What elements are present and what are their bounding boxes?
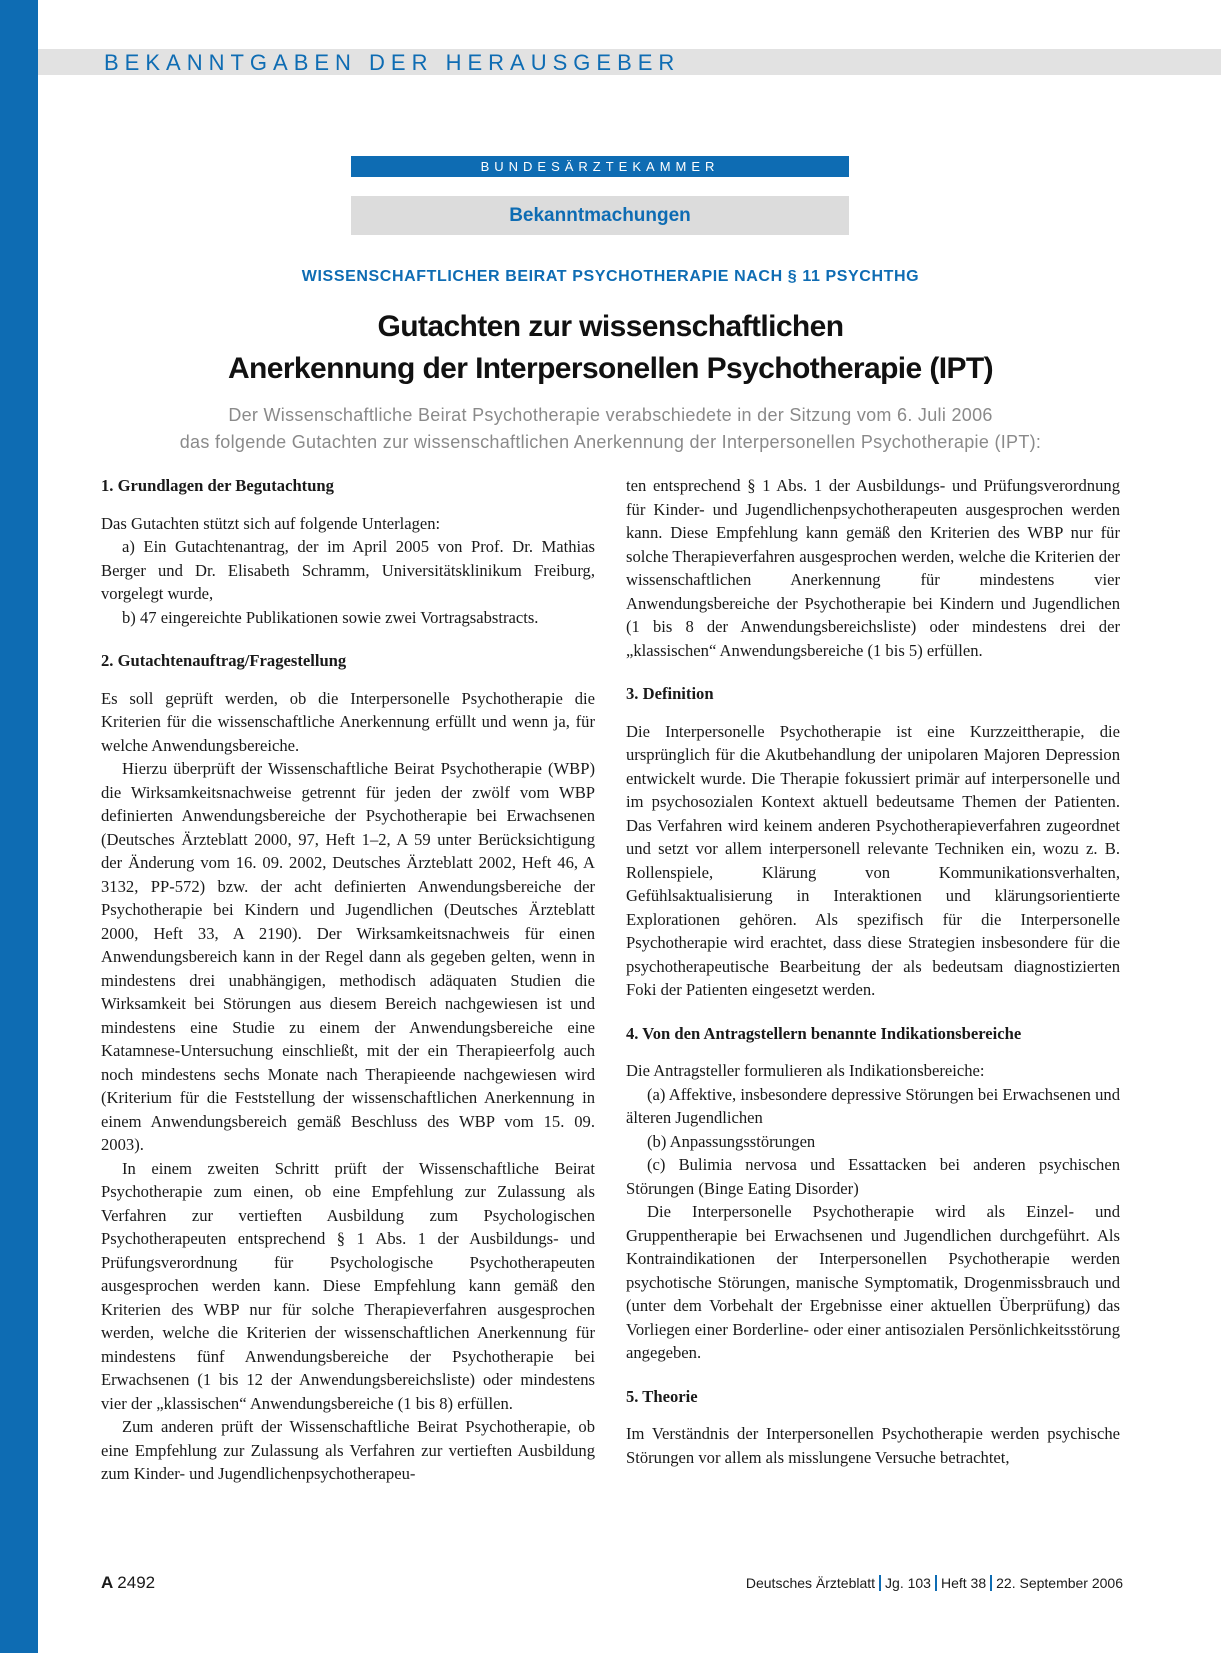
list-item: a) Ein Gutachtenantrag, der im April 2005 von Prof. Dr. Mathias Berger und Dr. Elisabeth Schramm, Universitätsklinikum Freiburg, vorgelegt wurde,	[101, 537, 595, 603]
journal-volume: Jg. 103	[885, 1575, 931, 1591]
journal-name: Deutsches Ärzteblatt	[745, 1575, 876, 1591]
heading-theorie: 5. Theorie	[626, 1386, 698, 1406]
left-accent-bar	[0, 0, 38, 1653]
list-item: b) 47 eingereichte Publikationen sowie zwei Vortragsabstracts.	[122, 607, 539, 627]
paragraph: Es soll geprüft werden, ob die Interpersonelle Psychotherapie die Kriterien für die wissenschaftliche Anerkennung erfüllt und wenn ja, für welche Anwendungsbereiche.	[101, 688, 595, 755]
title-line-2: Anerkennung der Interpersonellen Psychotherapie (IPT)	[227, 352, 994, 385]
page-prefix: A	[101, 1573, 114, 1592]
right-column	[626, 474, 1120, 1469]
journal-footer	[746, 1575, 1123, 1591]
paragraph: Zum anderen prüft der Wissenschaftliche Beirat Psychotherapie, ob eine Empfehlung zur Zulassung als Verfahren zur vertieften Ausbildung zum Kinder- und Jugendlichenpsychotherapeu-	[101, 1417, 595, 1483]
article-lead	[38, 402, 1183, 456]
title-line-1: Gutachten zur wissenschaftlichen	[377, 310, 844, 343]
list-item: (b) Anpassungsstörungen	[647, 1131, 816, 1151]
page-number-value: 2492	[117, 1573, 156, 1592]
organization-label: BUNDESÄRZTEKAMMER	[351, 156, 849, 177]
left-column	[101, 474, 595, 1486]
lead-line-1: Der Wissenschaftliche Beirat Psychotherapie verabschiedete in der Sitzung vom 6. Juli 2006	[228, 405, 993, 425]
paragraph: Die Antragsteller formulieren als Indikationsbereiche:	[626, 1061, 985, 1080]
paragraph: Das Gutachten stützt sich auf folgende Unterlagen:	[101, 513, 441, 533]
heading-fragestellung: 2. Gutachtenauftrag/Fragestellung	[101, 651, 347, 670]
heading-indikationsbereiche: 4. Von den Antragstellern benannte Indikationsbereiche	[626, 1023, 1022, 1043]
paragraph: Die Interpersonelle Psychotherapie ist eine Kurzzeittherapie, die ursprünglich für die Akutbehandlung der unipolaren Majoren Depression entwickelt wurde. Die Therapie fokussiert primär auf interpersonelle und im psychosozialen Kontext aktuell bedeutsame Themen der Patienten. Das Verfahren wird keinem anderen Psychotherapieverfahren zugeordnet und setzt vor allem interpersonell relevante Techniken ein, wozu z. B. Rollenspiele, Klärung von Kommunikationsverhalten, Gefühlsaktualisierung in Interaktionen und klärungsorientierte Explorationen gehören. Als spezifisch für die Interpersonelle Psychotherapie wird erachtet, dass diese Strategien insbesondere für die psychotherapeutische Bearbeitung der als bedeutsam diagnostizierten Foki der Patienten eingesetzt werden.	[626, 721, 1120, 999]
footer-separator	[879, 1575, 881, 1591]
category-label: Bekanntmachungen	[351, 196, 849, 235]
footer-separator	[990, 1575, 992, 1591]
lead-line-2: das folgende Gutachten zur wissenschaftlichen Anerkennung der Interpersonellen Psychotherapie (IPT):	[179, 432, 1042, 452]
heading-grundlagen: 1. Grundlagen der Begutachtung	[101, 476, 334, 495]
heading-definition: 3. Definition	[626, 684, 714, 703]
paragraph: Die Interpersonelle Psychotherapie wird als Einzel- und Gruppentherapie bei Erwachsenen und Jugendlichen durchgeführt. Als Kontraindikationen der Interpersonellen Psychotherapie werden psychotische Störungen, manische Symptomatik, Drogenmissbrauch und (unter dem Vorbehalt der Ergebnisse einer aktuellen Überprüfung) das Vorliegen einer Borderline- oder einer antisozialen Persönlichkeitsstörung angegeben.	[626, 1202, 1120, 1362]
list-item: (a) Affektive, insbesondere depressive Störungen bei Erwachsenen und älteren Jugendlichen	[626, 1084, 1120, 1127]
journal-date: 22. September 2006	[996, 1575, 1123, 1591]
paragraph: Im Verständnis der Interpersonellen Psychotherapie werden psychische Störungen vor allem als misslungene Versuche betrachtet,	[626, 1424, 1120, 1467]
footer-separator	[935, 1575, 937, 1591]
page-number	[101, 1573, 155, 1593]
paragraph: In einem zweiten Schritt prüft der Wissenschaftliche Beirat Psychotherapie zum einen, ob eine Empfehlung zur Zulassung als Verfahren zur vertieften Ausbildung zum Psychologischen Psychotherapeuten entsprechend § 1 Abs. 1 der Ausbildungs- und Prüfungsverordnung für Psychologische Psychotherapeuten ausgesprochen werden kann. Diese Empfehlung kann gemäß den Kriterien des WBP nur für solche Therapieverfahren ausgesprochen werden, welche die Kriterien der wissenschaftlichen Anerkennung für mindestens fünf Anwendungsbereiche der Psychotherapie bei Erwachsenen (1 bis 12 der Anwendungsbereichsliste) oder mindestens vier der „klassischen“ Anwendungsbereiche (1 bis 8) erfüllen.	[101, 1158, 595, 1413]
list-item: (c) Bulimia nervosa und Essattacken bei anderen psychischen Störungen (Binge Eating Disorder)	[626, 1155, 1120, 1198]
section-header: BEKANNTGABEN DER HERAUSGEBER	[104, 50, 681, 75]
article-kicker: WISSENSCHAFTLICHER BEIRAT PSYCHOTHERAPIE NACH § 11 PSYCHTHG	[301, 268, 920, 285]
paragraph: ten entsprechend § 1 Abs. 1 der Ausbildungs- und Prüfungsverordnung für Kinder- und Jugendlichenpsychotherapeuten ausgesprochen werden kann. Diese Empfehlung kann gemäß den Kriterien des WBP nur für solche Therapieverfahren ausgesprochen werden, welche die Kriterien der wissenschaftlichen Anerkennung für mindestens vier Anwendungsbereiche der Psychotherapie bei Kindern und Jugendlichen (1 bis 8 der Anwendungsbereichsliste) oder mindestens drei der „klassischen“ Anwendungsbereiche (1 bis 5) erfüllen.	[626, 476, 1120, 660]
paragraph: Hierzu überprüft der Wissenschaftliche Beirat Psychotherapie (WBP) die Wirksamkeitsnachweise getrennt für jeden der zwölf vom WBP definierten Anwendungsbereiche der Psychotherapie bei Erwachsenen (Deutsches Ärzteblatt 2000, 97, Heft 1–2, A 59 unter Berücksichtigung der Änderung vom 16. 09. 2002, Deutsches Ärzteblatt 2002, Heft 46, A 3132, PP-572) bzw. der acht definierten Anwendungsbereiche der Psychotherapie bei Kindern und Jugendlichen (Deutsches Ärzteblatt 2000, Heft 33, A 2190). Der Wirksamkeitsnachweis für einen Anwendungsbereich kann in der Regel dann als gegeben gelten, wenn in mindestens drei unabhängigen, methodisch adäquaten Studien die Wirksamkeit bei Störungen aus diesem Bereich nachgewiesen ist und mindestens eine Studie zu einem der Anwendungsbereiche eine Katamnese-Untersuchung einschließt, mit der ein Therapieerfolg auch noch mindestens sechs Monate nach Therapieende nachgewiesen wird (Kriterium für die Feststellung der wissenschaftlichen Anerkennung in einem Anwendungsbereich gemäß Beschluss des WBP vom 15. 09. 2003).	[101, 759, 595, 1154]
journal-issue: Heft 38	[940, 1575, 987, 1591]
article-title	[38, 306, 1183, 390]
